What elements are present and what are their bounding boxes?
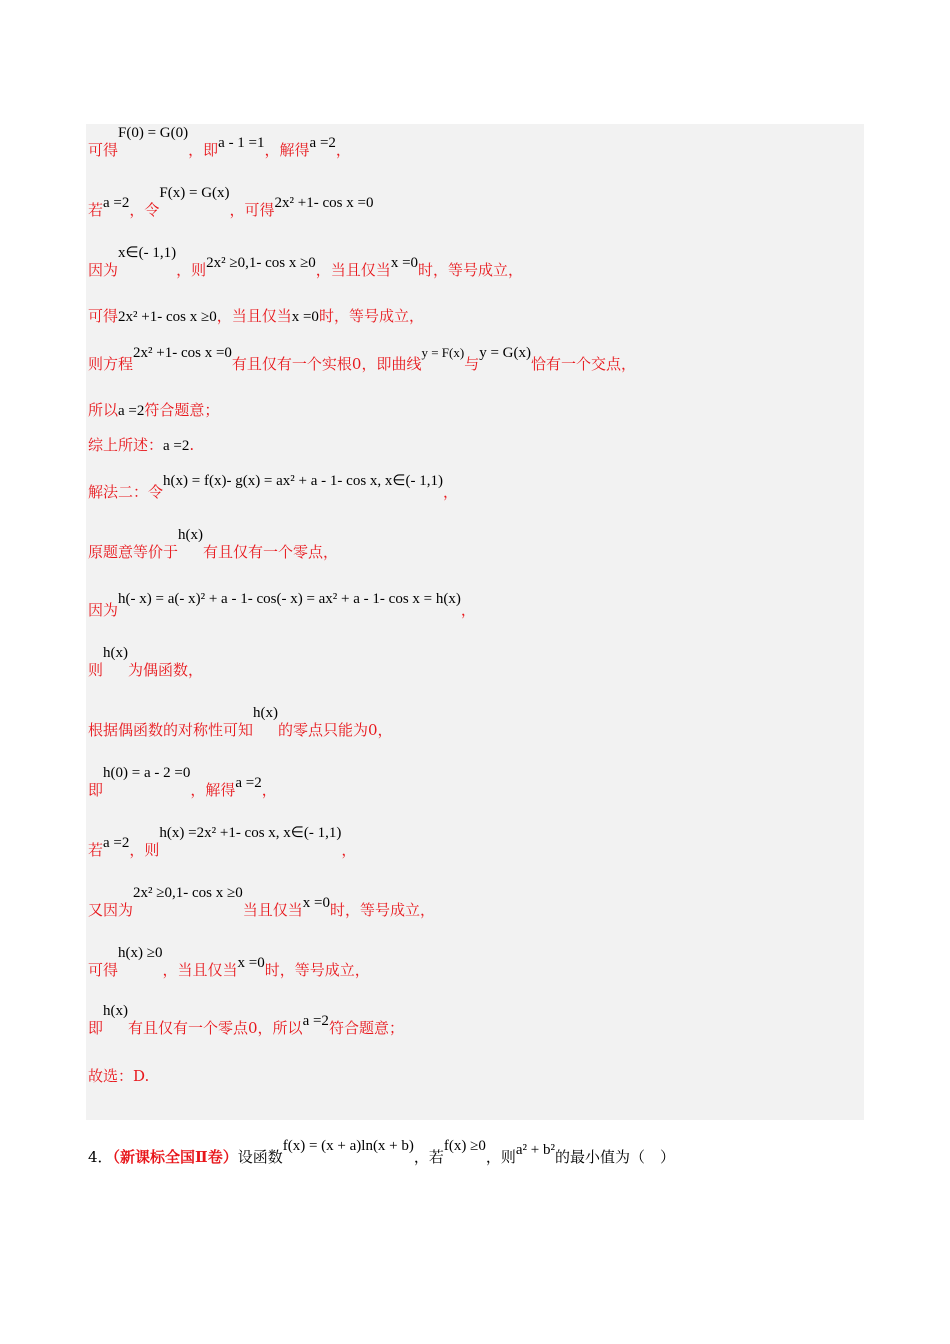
math: h(x) bbox=[253, 705, 279, 721]
solution-line-7 bbox=[88, 435, 194, 456]
text: 综上所述： bbox=[88, 436, 164, 454]
text: ， bbox=[261, 781, 277, 799]
math: 2x² +1- cos x =0 bbox=[133, 345, 232, 361]
solution-line-8 bbox=[88, 473, 458, 503]
math: a =2 bbox=[309, 135, 336, 151]
math: F(x) = G(x) bbox=[159, 185, 230, 201]
question-source: （新课标全国Ⅱ卷） bbox=[112, 1148, 238, 1166]
text: 又因为 bbox=[88, 901, 134, 919]
text: ， bbox=[335, 141, 351, 159]
question-number: 4． bbox=[88, 1148, 113, 1166]
text: 时，等号成立， bbox=[418, 261, 524, 279]
text: 的最小值为（ ） bbox=[555, 1148, 676, 1166]
text: 时，等号成立， bbox=[264, 961, 370, 979]
text: 则 bbox=[88, 661, 104, 679]
text: . bbox=[189, 436, 195, 454]
solution-line-12 bbox=[88, 705, 393, 741]
math: a =2 bbox=[302, 1013, 329, 1029]
text: ，若 bbox=[413, 1148, 444, 1166]
text: 解法二：令 bbox=[88, 483, 164, 501]
solution-line-5 bbox=[88, 345, 637, 375]
solution-line-4 bbox=[88, 306, 424, 327]
text: 根据偶函数的对称性可知 bbox=[88, 721, 254, 739]
solution-line-16 bbox=[88, 945, 370, 981]
math: x =0 bbox=[291, 309, 319, 325]
math: y = G(x) bbox=[479, 345, 532, 361]
solution-line-1 bbox=[88, 125, 351, 161]
math: 2x² +1- cos x ≥0 bbox=[118, 309, 217, 325]
math: h(x) =2x² +1- cos x, x∈(- 1,1) bbox=[159, 825, 342, 841]
text: ，则 bbox=[129, 841, 160, 859]
text: 可得 bbox=[88, 961, 119, 979]
text: ，解得 bbox=[264, 141, 310, 159]
math: 2x² +1- cos x =0 bbox=[274, 195, 374, 211]
math: 2x² ≥0,1- cos x ≥0 bbox=[133, 885, 243, 901]
math: h(0) = a - 2 =0 bbox=[103, 765, 191, 781]
solution-line-15 bbox=[88, 885, 435, 921]
text: 若 bbox=[88, 841, 104, 859]
text: 则方程 bbox=[88, 355, 134, 373]
text: ，当且仅当 bbox=[162, 961, 238, 979]
solution-line-10 bbox=[88, 591, 476, 621]
text: 有且仅有一个零点0，所以 bbox=[128, 1019, 303, 1037]
solution-line-17 bbox=[88, 1003, 404, 1039]
text: ，令 bbox=[129, 201, 160, 219]
text: ，可得 bbox=[229, 201, 275, 219]
text: 有且仅有一个零点， bbox=[203, 543, 339, 561]
text: 所以 bbox=[88, 401, 119, 419]
math: x =0 bbox=[237, 955, 265, 971]
text: 的零点只能为0， bbox=[278, 721, 393, 739]
math: h(x) bbox=[178, 527, 204, 543]
math: x =0 bbox=[302, 895, 330, 911]
text: ， bbox=[341, 841, 357, 859]
text: 符合题意； bbox=[144, 401, 220, 419]
question-4 bbox=[88, 1138, 676, 1167]
text: ，则 bbox=[176, 261, 207, 279]
text: 可得 bbox=[88, 141, 119, 159]
solution-line-13 bbox=[88, 765, 277, 801]
math: y = F(x) bbox=[421, 345, 465, 360]
text: 若 bbox=[88, 201, 104, 219]
math: a =2 bbox=[118, 403, 145, 419]
text: 为偶函数， bbox=[128, 661, 204, 679]
math: h(x) bbox=[103, 645, 129, 661]
solution-line-9 bbox=[88, 527, 339, 563]
solution-line-6 bbox=[88, 400, 219, 421]
math: x∈(- 1,1) bbox=[118, 245, 177, 261]
math: a =2 bbox=[103, 835, 130, 851]
text: ，解得 bbox=[190, 781, 236, 799]
math: a² + b² bbox=[515, 1142, 556, 1158]
text: ，则 bbox=[485, 1148, 516, 1166]
text: 当且仅当 bbox=[242, 901, 303, 919]
text: 故选：D. bbox=[88, 1067, 150, 1085]
text: 因为 bbox=[88, 601, 119, 619]
text: ， bbox=[442, 483, 458, 501]
solution-line-3 bbox=[88, 245, 524, 281]
text: 恰有一个交点， bbox=[531, 355, 637, 373]
math: a - 1 =1 bbox=[218, 135, 265, 151]
math: x =0 bbox=[390, 255, 419, 271]
solution-line-11 bbox=[88, 645, 204, 681]
text: 符合题意； bbox=[328, 1019, 404, 1037]
math: F(0) = G(0) bbox=[118, 125, 189, 141]
math: a =2 bbox=[235, 775, 262, 791]
text: 有且仅有一个实根0，即曲线 bbox=[231, 355, 422, 373]
text: ， bbox=[460, 601, 476, 619]
text: 时，等号成立， bbox=[318, 307, 424, 325]
text: 即 bbox=[88, 1019, 104, 1037]
math: 2x² ≥0,1- cos x ≥0 bbox=[206, 255, 316, 271]
text: 即 bbox=[88, 781, 104, 799]
math: h(x) bbox=[103, 1003, 129, 1019]
text: 原题意等价于 bbox=[88, 543, 179, 561]
text: 因为 bbox=[88, 261, 119, 279]
text: 可得 bbox=[88, 307, 119, 325]
solution-line-18 bbox=[88, 1066, 149, 1086]
math: h(x) ≥0 bbox=[118, 945, 163, 961]
math: a =2 bbox=[163, 438, 190, 454]
text: 时，等号成立， bbox=[329, 901, 435, 919]
math: f(x) = (x + a)ln(x + b) bbox=[282, 1138, 414, 1154]
text: ，当且仅当 bbox=[216, 307, 292, 325]
math: h(- x) = a(- x)² + a - 1- cos(- x) = ax² + a - 1- cos x = h(x) bbox=[118, 591, 461, 607]
text: ，当且仅当 bbox=[315, 261, 391, 279]
text: 与 bbox=[464, 355, 480, 373]
solution-line-14 bbox=[88, 825, 357, 861]
text: 设函数 bbox=[237, 1148, 283, 1166]
math: h(x) = f(x)- g(x) = ax² + a - 1- cos x, x∈(- 1,1) bbox=[163, 473, 443, 489]
math: f(x) ≥0 bbox=[443, 1138, 486, 1154]
solution-line-2 bbox=[88, 185, 374, 221]
text: ，即 bbox=[188, 141, 219, 159]
math: a =2 bbox=[103, 195, 130, 211]
